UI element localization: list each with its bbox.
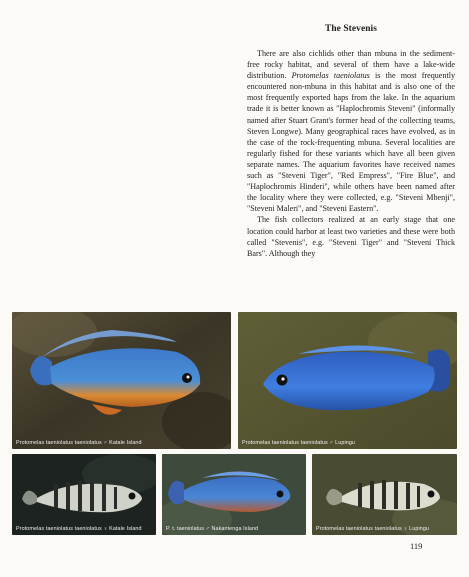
photo-caption: Protomelas taeniolatus taeniolatus ♂ Lupingu: [242, 440, 356, 446]
article-text: [247, 24, 455, 259]
page-number: 119: [410, 541, 423, 551]
paragraph-1-part-b: is the most frequently encountered non-mbuna in this habitat and is also one of the most frequently exported haps from the lake. In the aquarium trade it is better known as "Haplochromis Steveni" (informally named after Stuart Grant's former head of the collecting teams, Steven Longwe). Many geographical races have evolved, as in the case of the rock-frequenting mbuna. Several localities are regularly fished for these variants which have all been given separate names. The aquarium favorites have received names such as "Steveni Tiger", "Red Empress", "Fire Blue", and "Haplochromis Hinderi", while others have been named after the locality where they were collected, e.g. "Steveni Mbenji", "Steveni Maleri", and "Steveni Eastern".: [247, 71, 455, 214]
paragraph-2: The fish collectors realized at an early stage that one location could harbor at least two varieties and these were both called "Stevenis", e.g. "Steveni Tiger" and "Steveni Thick Bars". Although they: [247, 215, 455, 258]
photo-caption: Protomelas taeniolatus taeniolatus ♂ Katale Island: [16, 440, 142, 446]
photo-female-lupingu: [312, 454, 457, 535]
photo-female-katale: [12, 454, 156, 535]
photo-caption: Protomelas taeniolatus taeniolatus ♀ Katale Island: [16, 526, 142, 532]
species-name: Protomelas taeniolatus: [291, 71, 370, 81]
photo-male-katale: [12, 312, 231, 449]
section-heading: The Stevenis: [325, 24, 377, 34]
photo-caption: Protomelas taeniolatus taeniolatus ♀ Lupingu: [316, 526, 430, 532]
photo-male-lupingu: [238, 312, 457, 449]
photo-male-nakantenga: [162, 454, 306, 535]
photo-caption: P. t. taeniolatus ♂ Nakantenga Island: [166, 526, 259, 532]
fish-barred-image: [312, 454, 457, 535]
fish-barred-image: [12, 454, 156, 535]
fish-blue-orange-image: [12, 312, 231, 449]
fish-blue-red-image: [162, 454, 306, 535]
paragraph-1: [247, 48, 455, 214]
paragraph-1-part-a: There are also cichlids other than mbuna in the sediment-free rocky habitat, and several of them have a lake-wide distribution.: [247, 49, 455, 81]
fish-blue-image: [238, 312, 457, 449]
